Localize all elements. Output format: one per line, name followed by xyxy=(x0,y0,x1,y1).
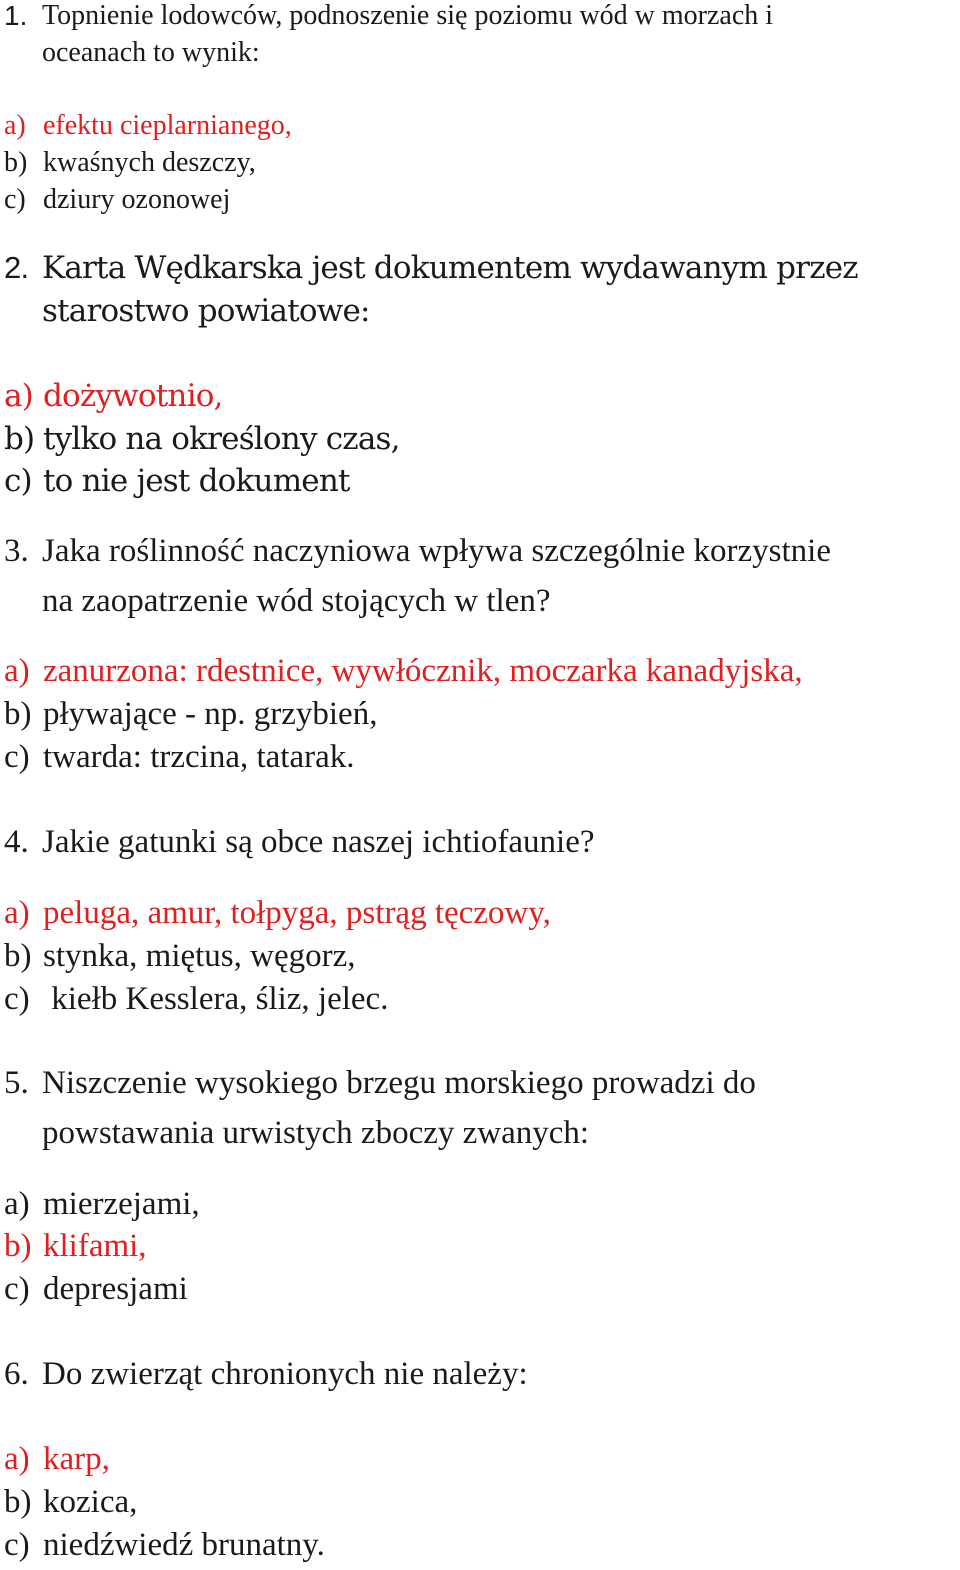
answer-label: a) xyxy=(4,895,30,931)
answer-label: b) xyxy=(4,421,35,457)
answer-text: kwaśnych deszczy, xyxy=(43,147,256,178)
answer-label: a) xyxy=(4,1441,30,1477)
question-5-text-line-2: powstawania urwistych zboczy zwanych: xyxy=(42,1115,590,1151)
answer-label: c) xyxy=(4,1271,30,1307)
question-3-text-line-2: na zaopatrzenie wód stojących w tlen? xyxy=(42,583,551,619)
question-3-text-line-1: Jaka roślinność naczyniowa wpływa szczególnie korzystnie xyxy=(42,533,831,569)
answer-label: a) xyxy=(4,110,26,141)
question-5-text-line-1: Niszczenie wysokiego brzegu morskiego prowadzi do xyxy=(42,1065,756,1101)
answer-label: b) xyxy=(4,1484,32,1520)
answer-text: mierzejami, xyxy=(43,1186,200,1222)
answer-text: zanurzona: rdestnice, wywłócznik, moczarka kanadyjska, xyxy=(43,653,803,689)
question-6-number: 6. xyxy=(4,1356,29,1392)
question-1-text-line-1: Topnienie lodowców, podnoszenie się poziomu wód w morzach i xyxy=(42,0,774,31)
answer-label: c) xyxy=(4,981,30,1017)
answer-label: a) xyxy=(4,378,33,414)
answer-text: depresjami xyxy=(43,1271,188,1307)
answer-text: peluga, amur, tołpyga, pstrąg tęczowy, xyxy=(43,895,551,931)
question-3-number: 3. xyxy=(4,533,29,569)
answer-text: karp, xyxy=(43,1441,110,1477)
answer-label: b) xyxy=(4,696,32,732)
answer-label: b) xyxy=(4,147,28,178)
question-4-text-line-1: Jakie gatunki są obce naszej ichtiofaunie? xyxy=(42,824,595,860)
question-4-number: 4. xyxy=(4,824,29,860)
answer-text: dożywotnio, xyxy=(43,378,223,414)
answer-text: tylko na określony czas, xyxy=(43,421,400,457)
answer-text: niedźwiedź brunatny. xyxy=(43,1527,325,1563)
answer-text: efektu cieplarnianego, xyxy=(43,110,292,141)
answer-label: a) xyxy=(4,653,30,689)
question-2-number: 2. xyxy=(4,250,29,285)
answer-label: b) xyxy=(4,938,32,974)
answer-label: c) xyxy=(4,1527,30,1563)
answer-label: a) xyxy=(4,1186,30,1222)
answer-text: twarda: trzcina, tatarak. xyxy=(43,739,355,775)
question-6-text-line-1: Do zwierząt chronionych nie należy: xyxy=(42,1356,528,1392)
answer-text: pływające - np. grzybień, xyxy=(43,696,378,732)
answer-label: c) xyxy=(4,184,26,215)
answer-label: c) xyxy=(4,463,32,499)
answer-label: c) xyxy=(4,739,30,775)
question-1-number: 1. xyxy=(4,0,28,31)
answer-text: kozica, xyxy=(43,1484,138,1520)
answer-text: to nie jest dokument xyxy=(43,463,350,499)
question-1-text-line-2: oceanach to wynik: xyxy=(42,37,260,68)
question-2-text-line-2: starostwo powiatowe: xyxy=(42,293,370,329)
answer-text: dziury ozonowej xyxy=(43,184,231,215)
question-5-number: 5. xyxy=(4,1065,29,1101)
answer-text: klifami, xyxy=(43,1228,147,1264)
answer-text: kiełb Kesslera, śliz, jelec. xyxy=(43,981,389,1017)
question-2-text-line-1: Karta Wędkarska jest dokumentem wydawanym przez xyxy=(42,250,858,286)
answer-text: stynka, miętus, węgorz, xyxy=(43,938,356,974)
answer-label: b) xyxy=(4,1228,32,1264)
